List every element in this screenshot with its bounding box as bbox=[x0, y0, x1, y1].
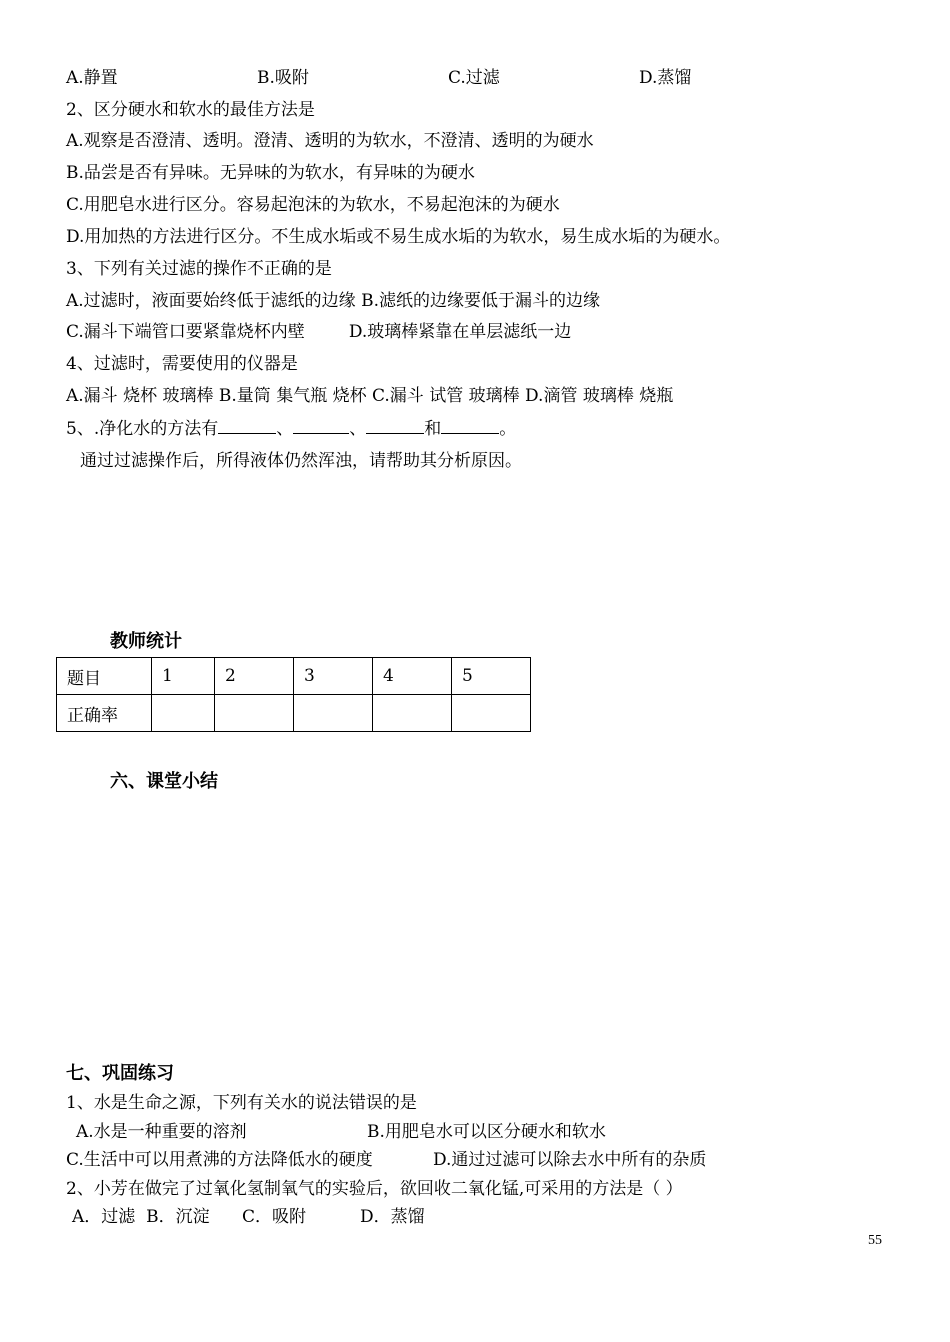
table-header-cell: 题目 bbox=[57, 658, 152, 695]
table-cell[interactable] bbox=[294, 695, 373, 732]
q5-blank-1[interactable] bbox=[218, 417, 276, 434]
section-7-title: 七、巩固练习 bbox=[66, 1063, 174, 1084]
q2-option-a: A.观察是否澄清、透明。澄清、透明的为软水，不澄清、透明的为硬水 bbox=[66, 131, 594, 151]
q5-blank-4[interactable] bbox=[441, 417, 499, 434]
q3-options-line2 bbox=[66, 321, 571, 343]
s7-q1-option-b: B.用肥皂水可以区分硬水和软水 bbox=[367, 1122, 606, 1142]
s7-q1-option-c: C.生活中可以用煮沸的方法降低水的硬度 bbox=[66, 1150, 373, 1170]
q3-option-c: C.漏斗下端管口要紧靠烧杯内壁 bbox=[66, 322, 305, 342]
page-number: 55 bbox=[868, 1233, 882, 1248]
q5-blank-3[interactable] bbox=[366, 417, 424, 434]
q4-stem: 4、过滤时，需要使用的仪器是 bbox=[66, 354, 298, 374]
s7-q1-option-a: A.水是一种重要的溶剂 bbox=[76, 1122, 247, 1142]
s7-q2-options: A．过滤 B．沉淀 C．吸附 D．蒸馏 bbox=[72, 1207, 425, 1227]
q5-stem: 5、.净化水的方法有 、 、 和 。 bbox=[66, 419, 517, 439]
table-header-cell: 2 bbox=[215, 658, 294, 695]
table-header-cell: 1 bbox=[152, 658, 215, 695]
s7-q1-stem: 1、水是生命之源，下列有关水的说法错误的是 bbox=[66, 1093, 417, 1113]
section-6-title: 六、课堂小结 bbox=[110, 771, 218, 792]
table-cell[interactable] bbox=[152, 695, 215, 732]
q2-stem: 2、区分硬水和软水的最佳方法是 bbox=[66, 100, 315, 120]
teacher-stats-title: 教师统计 bbox=[110, 631, 182, 652]
s7-q1-option-d: D.通过过滤可以除去水中所有的杂质 bbox=[433, 1150, 707, 1170]
table-cell[interactable] bbox=[215, 695, 294, 732]
q1-option-a: A.静置 bbox=[66, 68, 118, 88]
q3-stem: 3、下列有关过滤的操作不正确的是 bbox=[66, 259, 332, 279]
q4-options: A.漏斗 烧杯 玻璃棒 B.量筒 集气瓶 烧杯 C.漏斗 试管 玻璃棒 D.滴管 玻璃棒 烧瓶 bbox=[66, 386, 674, 406]
q2-option-b: B.品尝是否有异味。无异味的为软水，有异味的为硬水 bbox=[66, 163, 475, 183]
q1-option-d: D.蒸馏 bbox=[639, 68, 692, 88]
table-row-label: 正确率 bbox=[57, 695, 152, 732]
q2-option-d: D.用加热的方法进行区分。不生成水垢或不易生成水垢的为软水，易生成水垢的为硬水。 bbox=[66, 227, 731, 247]
table-row bbox=[57, 658, 531, 695]
q3-options-line1: A.过滤时，液面要始终低于滤纸的边缘 B.滤纸的边缘要低于漏斗的边缘 bbox=[66, 291, 600, 311]
table-cell[interactable] bbox=[373, 695, 452, 732]
table-cell[interactable] bbox=[452, 695, 531, 732]
table-header-cell: 5 bbox=[452, 658, 531, 695]
q2-option-c: C.用肥皂水进行区分。容易起泡沫的为软水，不易起泡沫的为硬水 bbox=[66, 195, 560, 215]
s7-q2-stem: 2、小芳在做完了过氧化氢制氧气的实验后，欲回收二氧化锰,可采用的方法是（ ） bbox=[66, 1179, 683, 1199]
q5-followup: 通过过滤操作后，所得液体仍然浑浊，请帮助其分析原因。 bbox=[80, 451, 522, 471]
table-header-cell: 3 bbox=[294, 658, 373, 695]
table-header-cell: 4 bbox=[373, 658, 452, 695]
q5-blank-2[interactable] bbox=[293, 417, 349, 434]
table-row bbox=[57, 695, 531, 732]
q1-option-b: B.吸附 bbox=[257, 68, 309, 88]
q3-option-d: D.玻璃棒紧靠在单层滤纸一边 bbox=[348, 322, 572, 342]
teacher-stats-table bbox=[56, 657, 531, 732]
q1-option-c: C.过滤 bbox=[448, 68, 500, 88]
